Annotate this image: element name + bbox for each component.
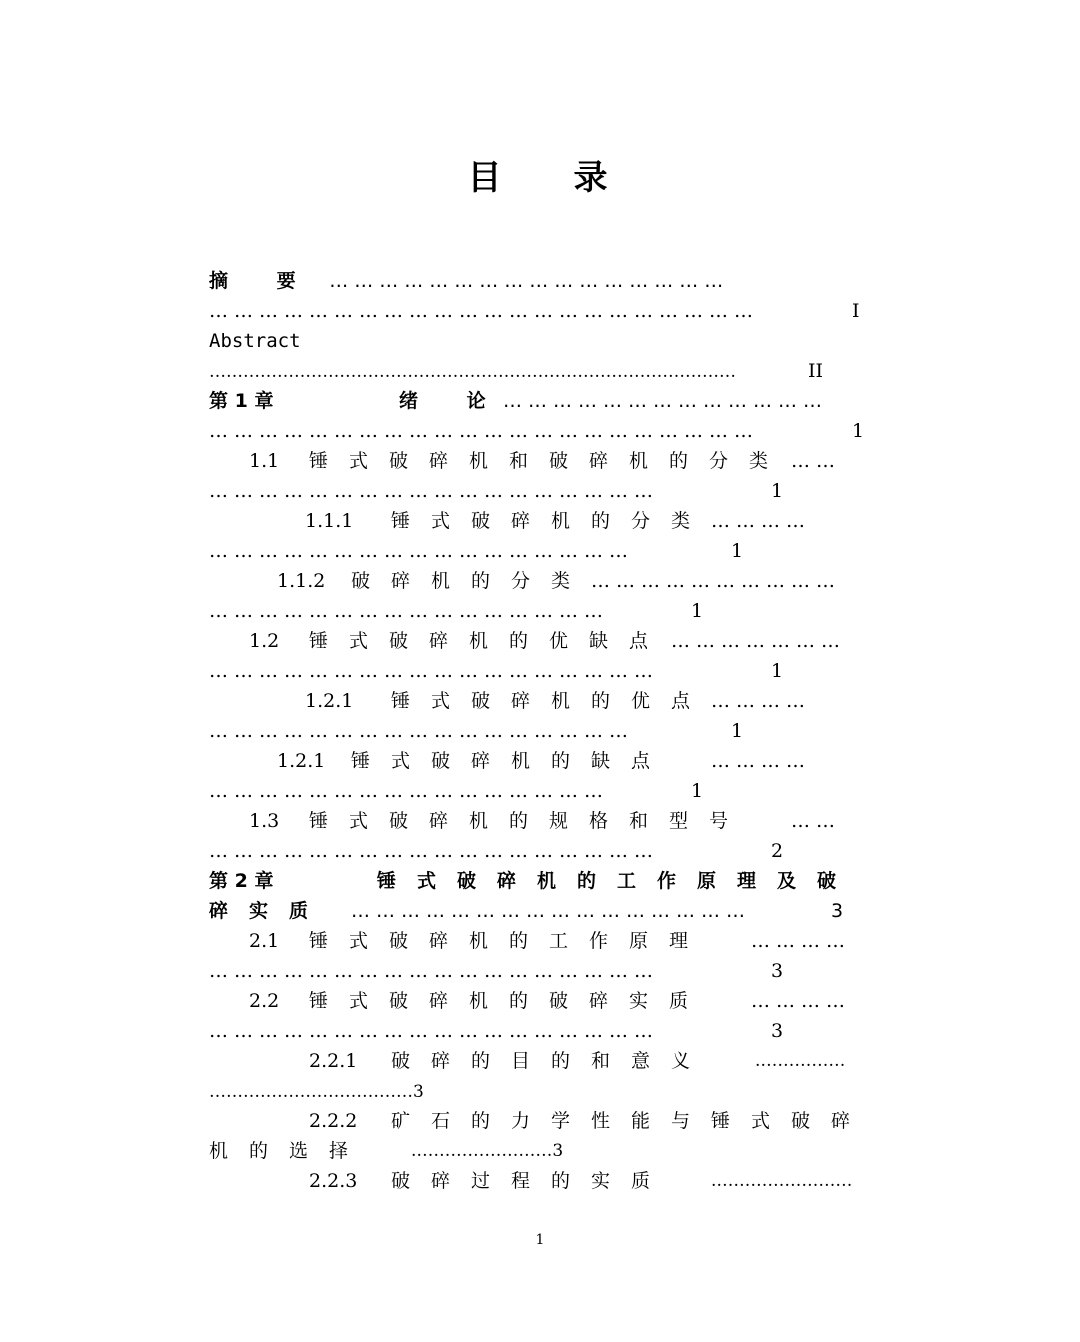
toc-entry-1-3[interactable] <box>209 806 857 836</box>
toc-leader: ………… <box>751 990 851 1012</box>
toc-entry-label: 锤式破碎机的缺点 <box>351 750 672 772</box>
toc-entry-1-1-1[interactable] <box>209 506 857 536</box>
toc-entry-chapter-1[interactable] <box>209 386 857 416</box>
toc-page-number: 1 <box>852 420 865 442</box>
toc-entry-2-2-2[interactable] <box>209 1106 872 1136</box>
toc-entry-label: 摘 要 <box>209 270 317 292</box>
toc-chapter-number: 第 2 章 <box>209 870 274 892</box>
toc-leader: ………………………………………… <box>209 600 609 622</box>
toc-entry-1-2-1-advantages-cont <box>209 716 857 746</box>
page-title <box>0 150 1075 199</box>
toc-entry-1-2-1-disadvantages[interactable] <box>209 746 857 776</box>
toc-leader: …………………………………………… <box>209 540 634 562</box>
toc-page-number: 3 <box>771 1020 784 1042</box>
toc-section-number: 1.3 <box>249 810 280 832</box>
toc-entry-label: 锤式破碎机的分类 <box>391 510 712 532</box>
toc-leader: ………………………………………… <box>329 270 730 292</box>
toc-entry-label: 锤式破碎机的破碎实质 <box>309 990 710 1012</box>
toc-section-number: 1.1.1 <box>305 510 354 532</box>
toc-page-number: 1 <box>731 720 744 742</box>
toc-leader: ……………………………………………… <box>209 960 659 982</box>
toc-entry-label-cont: 机的选择 <box>209 1140 370 1162</box>
toc-entry-1-3-cont <box>209 836 857 866</box>
toc-entry-2-2-1-cont <box>209 1076 857 1106</box>
toc-leader: ………………………………………………………… <box>209 420 759 442</box>
toc-leader: .…………… <box>755 1051 846 1071</box>
toc-entry-abstract-en-cont <box>209 356 857 386</box>
toc-entry-1-1-1-cont <box>209 536 857 566</box>
toc-page-number: 1 <box>691 600 704 622</box>
toc-section-number: 1.2.1 <box>305 690 354 712</box>
toc-leader: ……………………………………………… <box>209 1020 659 1042</box>
toc-page-number: II <box>808 360 824 382</box>
toc-page-number: 2 <box>771 840 784 862</box>
toc-section-number: 1.1 <box>249 450 280 472</box>
toc-entry-1-1[interactable] <box>209 446 857 476</box>
toc-entry-1-1-2[interactable] <box>209 566 857 596</box>
toc-leader: ………………………………………… <box>351 900 751 922</box>
toc-entry-label: 破碎过程的实质 <box>391 1170 672 1192</box>
title-char-1: 目 <box>467 158 502 198</box>
toc-entry-1-1-2-cont <box>209 596 857 626</box>
toc-leader: ………………………………………… <box>209 780 609 802</box>
toc-leader: ………………… <box>671 630 846 652</box>
toc-entry-2-2-2-cont <box>209 1136 857 1166</box>
toc-leader: …… <box>791 450 841 472</box>
toc-entry-label: Abstract <box>209 330 301 352</box>
toc-leader: ………… <box>711 750 811 772</box>
toc-section-number: 2.2 <box>249 990 280 1012</box>
toc-page-number: 1 <box>771 480 784 502</box>
toc-leader: ……………………………………………… <box>209 660 659 682</box>
toc-leader: ………… <box>751 930 851 952</box>
toc-entry-abstract-en[interactable] <box>209 326 857 356</box>
toc-entry-abstract-cn-cont <box>209 296 860 326</box>
toc-entry-2-2-cont <box>209 1016 857 1046</box>
toc-chapter-number: 第 1 章 <box>209 390 274 412</box>
toc-entry-1-2-1-disadvantages-cont <box>209 776 857 806</box>
toc-leader: ………… <box>711 510 811 532</box>
toc-section-number: 2.2.3 <box>309 1170 358 1192</box>
toc-entry-2-1[interactable] <box>209 926 857 956</box>
toc-entry-abstract-cn[interactable] <box>209 266 857 296</box>
toc-entry-1-2[interactable] <box>209 626 857 656</box>
toc-leader: ………… <box>711 690 811 712</box>
toc-page-number: I <box>852 300 860 322</box>
toc-leader: ………………………… <box>591 570 841 592</box>
toc-entry-label: 锤式破碎机和破碎机的分类 <box>309 450 790 472</box>
toc-page-number: 1 <box>691 780 704 802</box>
toc-entry-2-2-3[interactable] <box>209 1166 874 1196</box>
toc-page-number: 3 <box>831 900 844 922</box>
toc-leader: ………………………………………………………………………………… <box>209 362 736 382</box>
toc-leader: …… <box>791 810 841 832</box>
toc-page-number: 3 <box>771 960 784 982</box>
toc-entry-label: 绪 论 <box>399 390 507 412</box>
toc-leader-with-page: .……………………3 <box>411 1141 564 1161</box>
toc-leader: ……………………………………………… <box>209 480 659 502</box>
toc-entry-label-cont: 碎实质 <box>209 900 330 922</box>
toc-leader: ………………………………… <box>503 390 828 412</box>
toc-entry-2-1-cont <box>209 956 857 986</box>
toc-entry-label: 锤式破碎机的规格和型号 <box>309 810 750 832</box>
toc-entry-label: 破碎的目的和意义 <box>391 1050 712 1072</box>
title-char-2: 录 <box>573 158 608 198</box>
toc-entry-chapter-2[interactable] <box>209 866 857 896</box>
toc-leader: ……………………………………………… <box>209 840 659 862</box>
toc-page-number: 1 <box>731 540 744 562</box>
toc-entry-chapter-2-cont <box>209 896 857 926</box>
toc-entry-label: 锤式破碎机的优点 <box>391 690 712 712</box>
toc-section-number: 2.2.2 <box>309 1110 358 1132</box>
toc-section-number: 1.1.2 <box>277 570 326 592</box>
toc-section-number: 2.1 <box>249 930 280 952</box>
toc-leader-with-page: ………………………………3 <box>209 1082 424 1102</box>
toc-entry-1-2-1-advantages[interactable] <box>209 686 857 716</box>
page-number-footer: 1 <box>535 1232 545 1248</box>
toc-entry-label: 锤式破碎机的优缺点 <box>309 630 670 652</box>
toc-section-number: 1.2 <box>249 630 280 652</box>
toc-entry-1-2-cont <box>209 656 857 686</box>
toc-entry-1-1-cont <box>209 476 857 506</box>
toc-page-number: 1 <box>771 660 784 682</box>
toc-entry-2-2-1[interactable] <box>209 1046 874 1076</box>
toc-section-number: 1.2.1 <box>277 750 326 772</box>
toc-entry-label: 锤式破碎机的工作原理及破 <box>377 870 858 892</box>
toc-section-number: 2.2.1 <box>309 1050 358 1072</box>
toc-leader: …………………………………………… <box>209 720 634 742</box>
toc-entry-label: 破碎机的分类 <box>351 570 592 592</box>
toc-entry-label: 矿石的力学性能与锤式破碎 <box>391 1110 872 1132</box>
toc-entry-chapter-1-cont <box>209 416 865 446</box>
toc-entry-label: 锤式破碎机的工作原理 <box>309 930 710 952</box>
toc-leader: .…………………… <box>711 1171 853 1191</box>
toc-leader: ………………………………………………………… <box>209 300 759 322</box>
toc-entry-2-2[interactable] <box>209 986 857 1016</box>
